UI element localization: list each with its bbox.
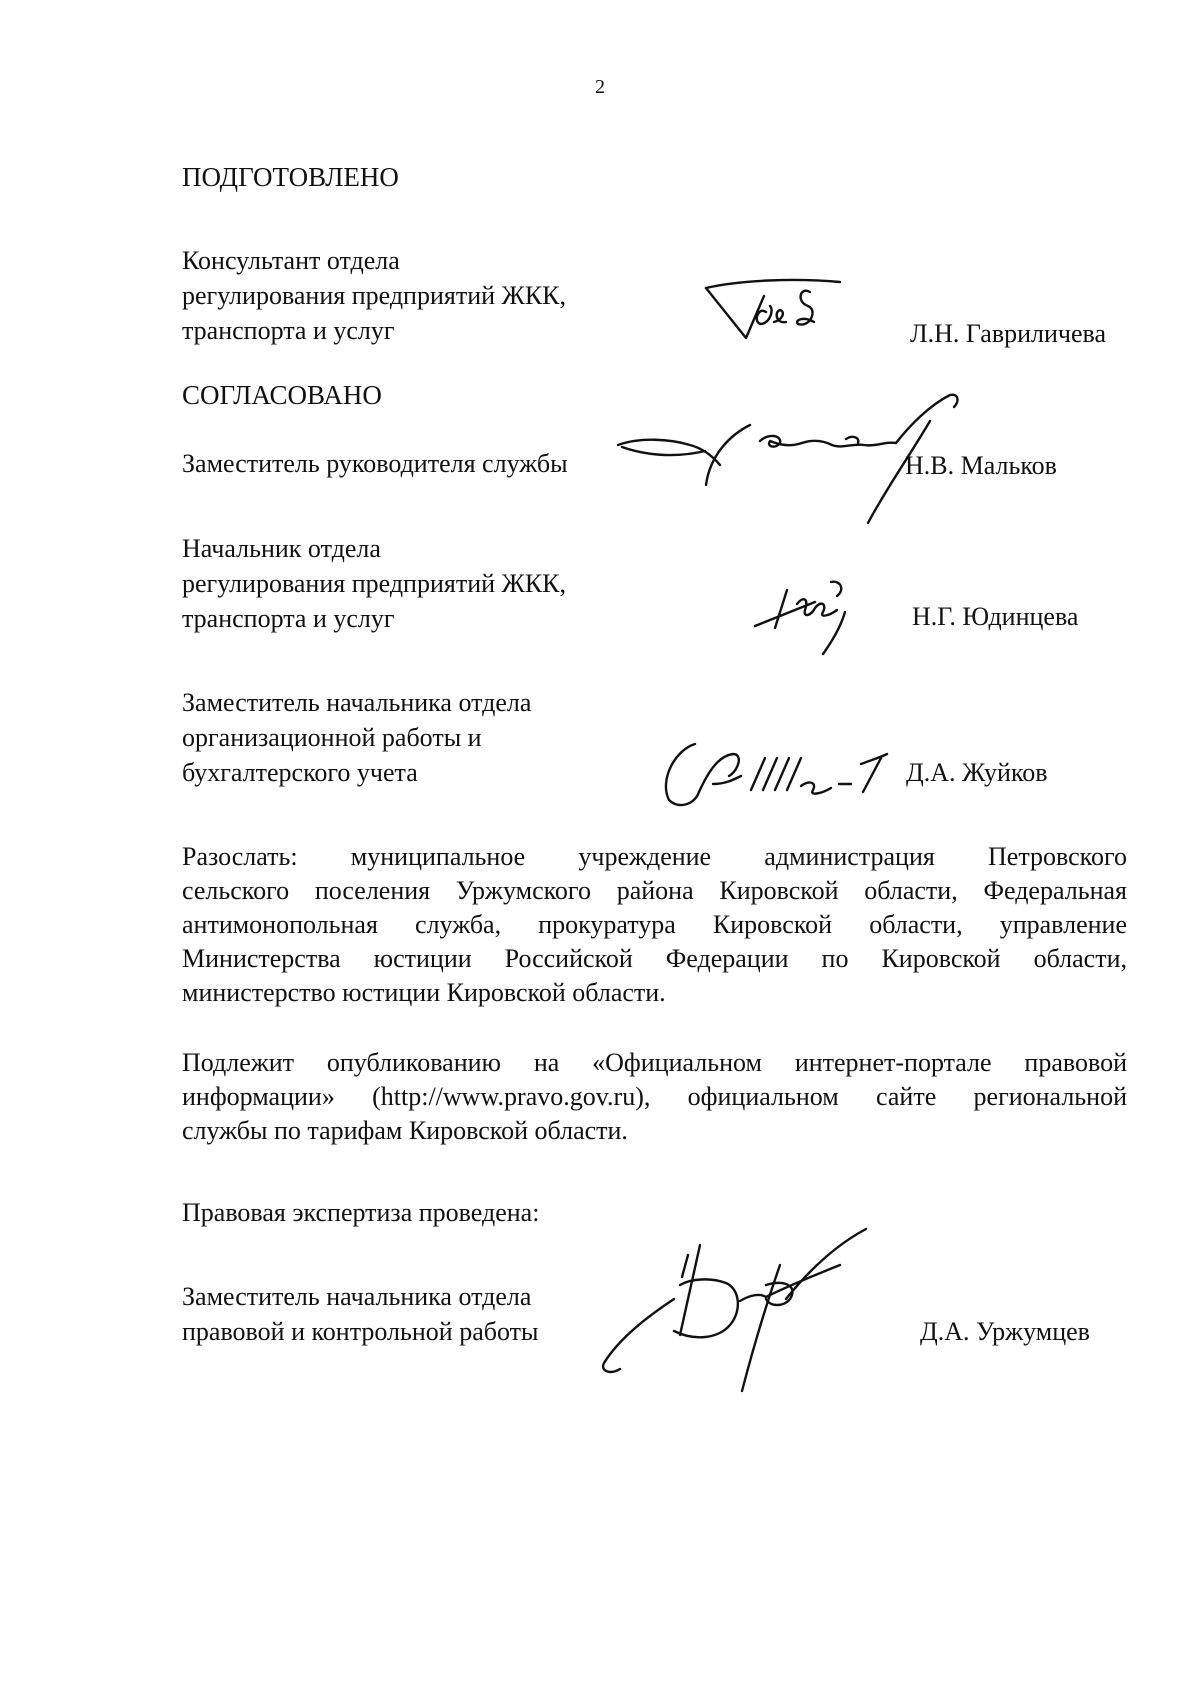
agreed-heading: СОГЛАСОВАНО [182, 380, 382, 410]
signature-urzhumtsev [590, 1225, 880, 1395]
publication-line: службы по тарифам Кировской области. [182, 1116, 628, 1145]
prepared-position-line: регулирования предприятий ЖКК, [182, 281, 567, 310]
distribution-line: министерство юстиции Кировской области. [182, 978, 666, 1007]
distribution-line: Министерства юстиции Российской Федерации по Кировской области, [182, 944, 1127, 973]
distribution-paragraph [182, 840, 1127, 1010]
prepared-position-line: Консультант отдела [182, 246, 400, 275]
agreed-position-line: регулирования предприятий ЖКК, [182, 569, 567, 598]
legal-review-heading: Правовая экспертиза проведена: [182, 1198, 540, 1227]
agreed-position-line: бухгалтерского учета [182, 758, 418, 787]
agreed-signatory-name: Д.А. Жуйков [906, 758, 1048, 787]
legal-review-position-line: правовой и контрольной работы [182, 1317, 539, 1346]
agreed-signatory-name: Н.В. Мальков [905, 451, 1057, 480]
agreed-position-line: организационной работы и [182, 723, 482, 752]
distribution-line: антимонопольная служба, прокуратура Кировской области, управление [182, 910, 1127, 939]
signature-gavrilicheva [700, 272, 870, 352]
prepared-position-line: транспорта и услуг [182, 316, 395, 345]
prepared-heading: ПОДГОТОВЛЕНО [182, 162, 399, 192]
distribution-line: сельского поселения Уржумского района Кировской области, Федеральная [182, 876, 1127, 905]
agreed-position-line: Заместитель начальника отдела [182, 688, 532, 717]
legal-review-name: Д.А. Уржумцев [920, 1317, 1090, 1346]
publication-line: Подлежит опубликованию на «Официальном интернет-портале правовой [182, 1048, 1127, 1077]
prepared-name: Л.Н. Гавриличева [910, 319, 1107, 348]
publication-line: информации» (http://www.pravo.gov.ru), официальном сайте региональной [182, 1082, 1127, 1111]
distribution-line: Разослать: муниципальное учреждение администрация Петровского [182, 842, 1127, 871]
agreed-position-line: Начальник отдела [182, 534, 381, 563]
signature-zhuikov [655, 730, 895, 815]
signature-malkov [610, 385, 970, 530]
page-number: 2 [595, 76, 605, 98]
legal-review-position-line: Заместитель начальника отдела [182, 1282, 532, 1311]
agreed-signatory-name: Н.Г. Юдинцева [912, 602, 1079, 631]
agreed-position-line: Заместитель руководителя службы [182, 449, 568, 478]
publication-paragraph [182, 1046, 1127, 1148]
agreed-position-line: транспорта и услуг [182, 604, 395, 633]
signature-yudintseva [745, 560, 865, 660]
